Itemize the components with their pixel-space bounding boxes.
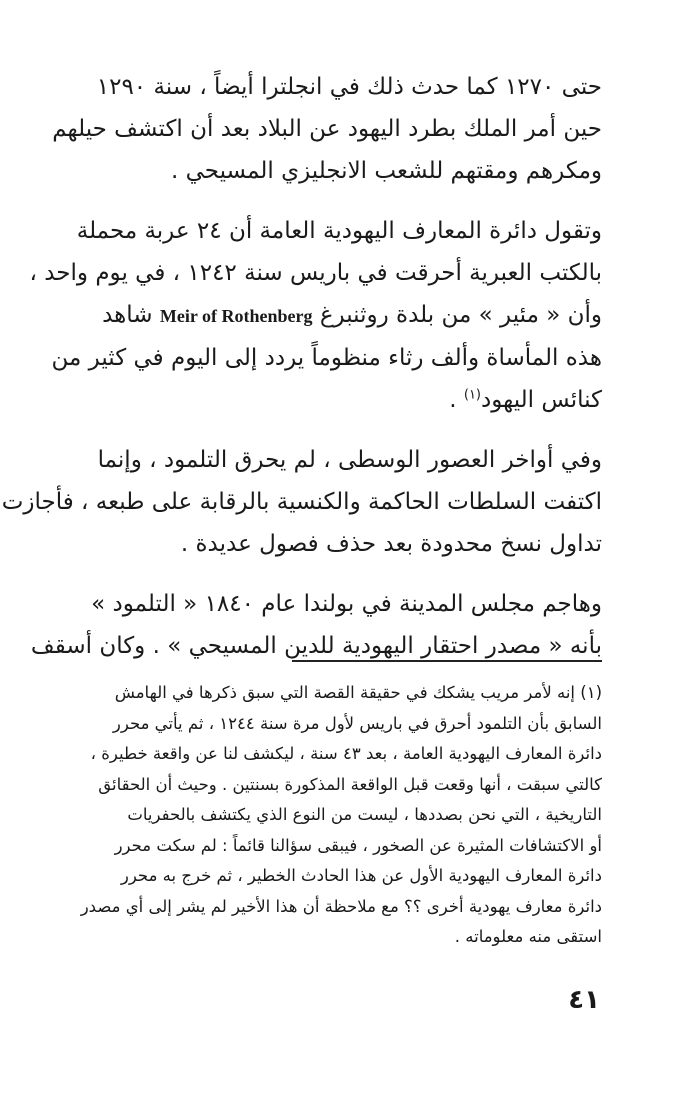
footnote: [62, 678, 602, 953]
text-line-with-footnote: [62, 379, 602, 421]
text-line: حين أمر الملك بطرد اليهود عن البلاد بعد أن اكتشف حيلهم: [52, 116, 602, 142]
footnote-line: السابق بأن التلمود أحرق في باريس لأول مرة سنة ١٢٤٤ ، ثم يأتي محرر: [112, 713, 602, 733]
text-line: تداول نسخ محدودة بعد حذف فصول عديدة .: [180, 531, 602, 557]
footnote-line: دائرة معارف يهودية أخرى ؟؟ مع ملاحظة أن هذا الأخير لم يشر إلى أي مصدر: [80, 896, 602, 916]
footnote-line: دائرة المعارف اليهودية العامة ، بعد ٤٣ سنة ، ليكشف لنا عن واقعة خطيرة ،: [90, 744, 602, 763]
paragraph-2: [29, 210, 602, 421]
footnote-line: كالتي سبقت ، أنها وقعت قبل الواقعة المذكورة بسنتين . وحيث أن الحقائق: [98, 774, 602, 794]
text-segment: شاهد: [102, 302, 153, 328]
text-line-with-latin: [62, 294, 602, 337]
footnote-divider: [292, 660, 602, 662]
text-line: اكتفت السلطات الحاكمة والكنسية بالرقابة على طبعه ، فأجازت: [1, 489, 602, 515]
text-line: بالكتب العبرية أحرقت في باريس سنة ١٢٤٢ ، في يوم واحد ،: [29, 260, 602, 286]
footnote-line: استقى منه معلوماته .: [454, 927, 602, 946]
paragraph-4: [30, 583, 602, 667]
latin-name: Meir of Rothenberg: [159, 306, 313, 326]
page-number: ٤١: [568, 985, 600, 1015]
text-line: بأنه « مصدر احتقار اليهودية للدين المسيحي » . وكان أسقف: [30, 633, 602, 659]
footnote-line: (١) إنه لأمر مريب يشكك في حقيقة القصة التي سبق ذكرها في الهامش: [114, 683, 602, 702]
text-line: وهاجم مجلس المدينة في بولندا عام ١٨٤٠ « التلمود »: [91, 591, 602, 617]
paragraph-1: [52, 66, 602, 192]
footnote-marker: (١): [463, 387, 481, 403]
text-line: وفي أواخر العصور الوسطى ، لم يحرق التلمود ، وإنما: [97, 447, 602, 473]
text-line: هذه المأساة وألف رثاء منظوماً يردد إلى اليوم في كثير من: [51, 345, 602, 371]
text-line: حتى ١٢٧٠ كما حدث ذلك في انجلترا أيضاً ، سنة ١٢٩٠: [96, 74, 602, 100]
main-text: [1, 66, 602, 685]
footnote-line: أو الاكتشافات المثيرة عن الصخور ، فيبقى سؤالنا قائماً : لم سكت محرر: [114, 835, 602, 855]
text-segment: وأن « مئير » من بلدة روثنبرغ: [319, 302, 602, 328]
paragraph-3: [1, 439, 602, 565]
text-line: وتقول دائرة المعارف اليهودية العامة أن ٢٤ عربة محملة: [76, 218, 602, 244]
footnote-line: التاريخية ، التي نحن بصددها ، ليست من النوع الذي يكتشف بالحفريات: [127, 805, 602, 824]
text-line: ومكرهم ومقتهم للشعب الانجليزي المسيحي .: [170, 158, 602, 184]
text-segment: .: [449, 387, 464, 413]
footnote-line: دائرة المعارف اليهودية الأول عن هذا الحادث الخطير ، ثم خرج به محرر: [120, 866, 602, 885]
text-segment: كنائس اليهود: [481, 387, 602, 413]
